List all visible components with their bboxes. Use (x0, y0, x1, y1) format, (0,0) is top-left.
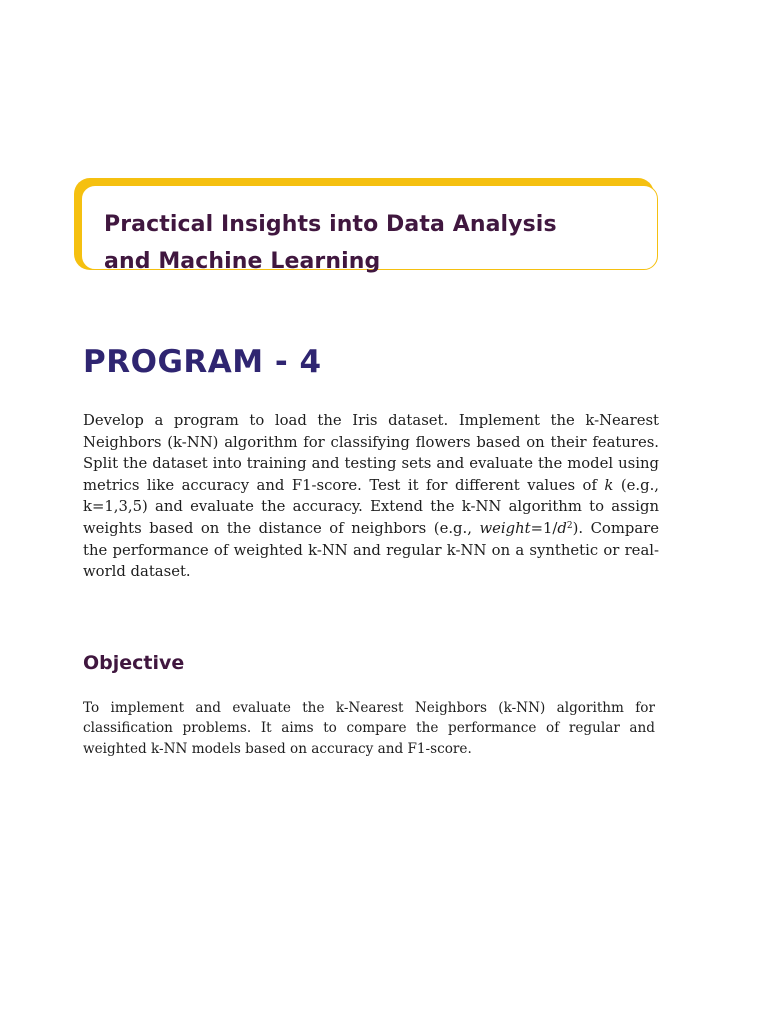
superscript-two: 2 (566, 520, 573, 531)
title-banner (74, 178, 660, 272)
equals-one-over: =1/ (530, 519, 558, 537)
program-heading: PROGRAM - 4 (83, 344, 322, 380)
description-part-3: ). Compare the performance of weighted k-NN and regular k-NN on a synthetic or real-world dataset. (83, 519, 659, 581)
book-title (104, 206, 644, 280)
program-description (83, 410, 659, 583)
objective-heading: Objective (83, 652, 185, 674)
objective-text: To implement and evaluate the k-Nearest Neighbors (k-NN) algorithm for classification problems. It aims to compare the performance of regular and weighted k-NN models based on accuracy and F1-score. (83, 700, 655, 757)
book-title-line-2: and Machine Learning (104, 249, 381, 274)
banner-card (81, 185, 658, 274)
d-symbol: d (557, 519, 567, 537)
description-part-1: Develop a program to load the Iris dataset. Implement the k-Nearest Neighbors (k-NN) algorithm for classifying flowers based on their features. Split the dataset into training and testing sets and evaluate the model using metrics like accuracy and F1-score. Test it for different values of (83, 412, 659, 494)
book-title-line-1: Practical Insights into Data Analysis (104, 212, 557, 237)
description-part-2: (e.g., k=1,3,5) and evaluate the accuracy. Extend the k-NN algorithm to assign weights based on the distance of neighbors (e.g., (83, 476, 659, 537)
weight-word: weight (479, 519, 531, 537)
k-symbol: k (604, 476, 614, 494)
